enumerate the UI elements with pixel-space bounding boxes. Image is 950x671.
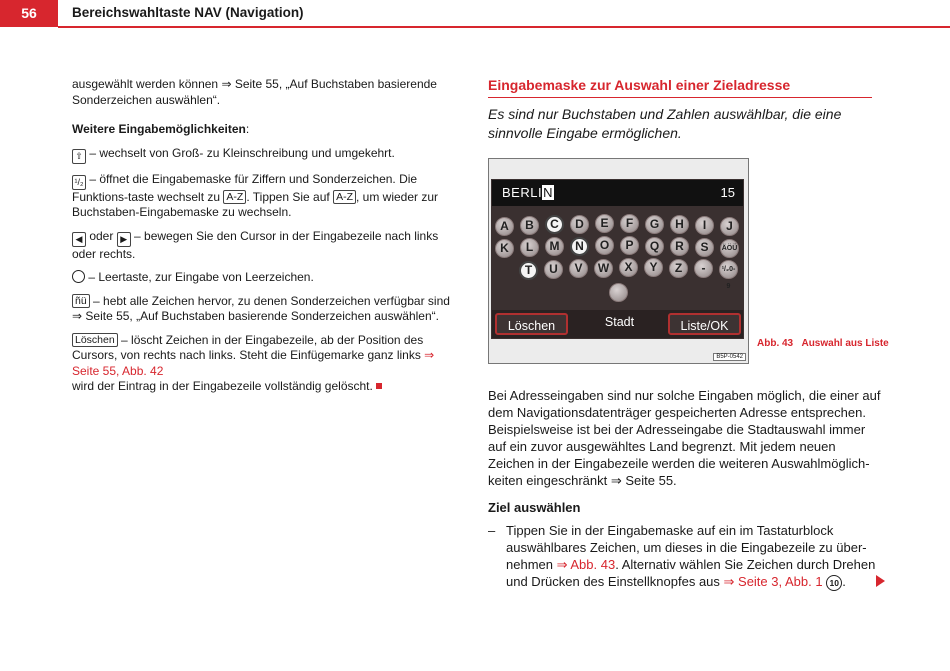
key-umlauts[interactable]: ÄÖÜ: [720, 239, 739, 258]
key-u[interactable]: U: [544, 260, 563, 279]
key-y[interactable]: Y: [644, 258, 663, 277]
loeschen-button[interactable]: Löschen: [495, 313, 568, 335]
nav-screen: [491, 179, 744, 339]
key-c[interactable]: C: [545, 215, 564, 234]
key-d[interactable]: D: [570, 215, 589, 234]
special-chars-option: ñü – hebt alle Zeichen hervor, zu denen Sonderzeichen verfügbar sind ⇒ Seite 55, „Auf Buchstaben basierende Sonderzeichen auswählen“.: [72, 293, 450, 323]
entry-line: [492, 180, 743, 206]
key-l[interactable]: L: [520, 238, 539, 257]
key-j[interactable]: J: [720, 217, 739, 236]
options-heading: Weitere Eingabemöglichkeiten:: [72, 122, 250, 136]
liste-ok-button[interactable]: Liste/OK: [668, 313, 741, 335]
entry-text: BERLIN: [502, 185, 553, 200]
shift-icon: ⇧: [72, 149, 86, 164]
space-circle-icon: [72, 270, 85, 283]
page-header-title: Bereichswahltaste NAV (Navigation): [72, 5, 304, 20]
shift-option: ⇧ – wechselt von Groß- zu Kleinschreibung und umgekehrt.: [72, 146, 462, 164]
key-b[interactable]: B: [520, 216, 539, 235]
section-rule: [488, 97, 872, 98]
key-az: A-Z: [223, 190, 246, 204]
key-r[interactable]: R: [670, 237, 689, 256]
continue-arrow-icon: [876, 575, 885, 587]
key-k[interactable]: K: [495, 239, 514, 258]
ziel-heading: Ziel auswählen: [488, 500, 581, 515]
key-i[interactable]: I: [695, 216, 714, 235]
key-w[interactable]: W: [594, 259, 613, 278]
symbols-option: ¹/₂ – öffnet die Eingabemaske für Ziffern und Sonderzeichen. Die Funktions-taste wechselt zu A-Z . Tippen Sie auf A-Z , um wieder zur Buchstaben-Eingabemaske zu wechseln.: [72, 171, 439, 219]
key-nu: ñü: [72, 294, 90, 308]
entry-cursor: N: [543, 185, 553, 200]
link-abb-43[interactable]: ⇒ Abb. 43: [556, 557, 616, 572]
section-subtitle: Es sind nur Buchstaben und Zahlen auswählbar, die eine sinnvolle Eingabe ermöglichen.: [488, 106, 842, 141]
link-seite-3[interactable]: ⇒ Seite 3, Abb. 1: [723, 574, 823, 589]
key-numbers[interactable]: ¹/₂0-9: [719, 260, 738, 279]
cursor-option: ◀ oder ▶ – bewegen Sie den Cursor in der Eingabezeile nach links oder rechts.: [72, 228, 439, 261]
key-t[interactable]: T: [519, 261, 538, 280]
list-dash: –: [488, 523, 496, 538]
space-key[interactable]: [609, 283, 628, 302]
key-q[interactable]: Q: [645, 237, 664, 256]
stadt-label: Stadt: [604, 315, 635, 329]
figure-code: B5P-0542: [713, 353, 746, 361]
key-o[interactable]: O: [595, 236, 614, 255]
key-p[interactable]: P: [620, 236, 639, 255]
key-s[interactable]: S: [695, 238, 714, 257]
arrow-right-icon: ▶: [117, 232, 131, 247]
button-bar: [492, 310, 743, 338]
knob-number-badge: 10: [826, 575, 842, 591]
arrow-left-icon: ◀: [72, 232, 86, 247]
key-loeschen: Löschen: [72, 333, 118, 347]
page-number: 56: [0, 0, 58, 27]
key-n[interactable]: N: [570, 237, 589, 256]
key-az-2: A-Z: [333, 190, 356, 204]
intro-paragraph: ausgewählt werden können ⇒ Seite 55, „Auf Buchstaben basierende Sonderzeichen auswählen“.: [72, 77, 437, 107]
link-abb-42[interactable]: ⇒ Seite 55, Abb. 42: [72, 348, 435, 378]
key-a[interactable]: A: [495, 217, 514, 236]
figure-43: [488, 158, 749, 364]
key-f[interactable]: F: [620, 214, 639, 233]
key-g[interactable]: G: [645, 215, 664, 234]
header-rule: [58, 26, 950, 28]
figure-caption: Abb. 43 Auswahl aus Liste: [757, 338, 889, 349]
key-hyphen[interactable]: -: [694, 259, 713, 278]
key-m[interactable]: M: [545, 237, 564, 256]
entry-count: 15: [720, 185, 735, 200]
key-x[interactable]: X: [619, 258, 638, 277]
body-paragraph: Bei Adresseingaben sind nur solche Eingaben möglich, die einer auf dem Navigationsdatenträger gespeicherten Adresse entsprechen. Beispielsweise ist bei der Adresseingabe die Stadtauswahl immer auf ein zuvor ausgewähltes Land begrenzt. Mit jedem neuen Zeichen in der Eingabezeile werden die weiteren Auswahlmöglich-keiten eingeschränkt ⇒ Seite 55.: [488, 388, 881, 488]
space-option: – Leertaste, zur Eingabe von Leerzeichen.: [72, 270, 462, 286]
ziel-list-item: – Tippen Sie in der Eingabemaske auf ein im Tastaturblock auswählbares Zeichen, um dieses in die Eingabezeile zu über-nehmen ⇒ Abb. 43. Alternativ wählen Sie Zeichen durch Drehen und Drücken des Einstellknopfes aus ⇒ Seite 3, Abb. 1 10 .: [488, 523, 876, 589]
key-v[interactable]: V: [569, 259, 588, 278]
key-z[interactable]: Z: [669, 259, 688, 278]
delete-option: Löschen – löscht Zeichen in der Eingabezeile, ab der Position des Cursors, von rechts nach links. Steht die Einfügemarke ganz links ⇒ Seite 55, Abb. 42 wird der Eintrag in der Eingabezeile vollständig gelöscht.: [72, 332, 435, 393]
key-h[interactable]: H: [670, 215, 689, 234]
symbols-icon: ¹/₂: [72, 175, 86, 190]
left-column: [72, 77, 462, 403]
section-title: Eingabemaske zur Auswahl einer Zieladresse: [488, 77, 791, 93]
end-marker-icon: [376, 383, 382, 389]
key-e[interactable]: E: [595, 214, 614, 233]
